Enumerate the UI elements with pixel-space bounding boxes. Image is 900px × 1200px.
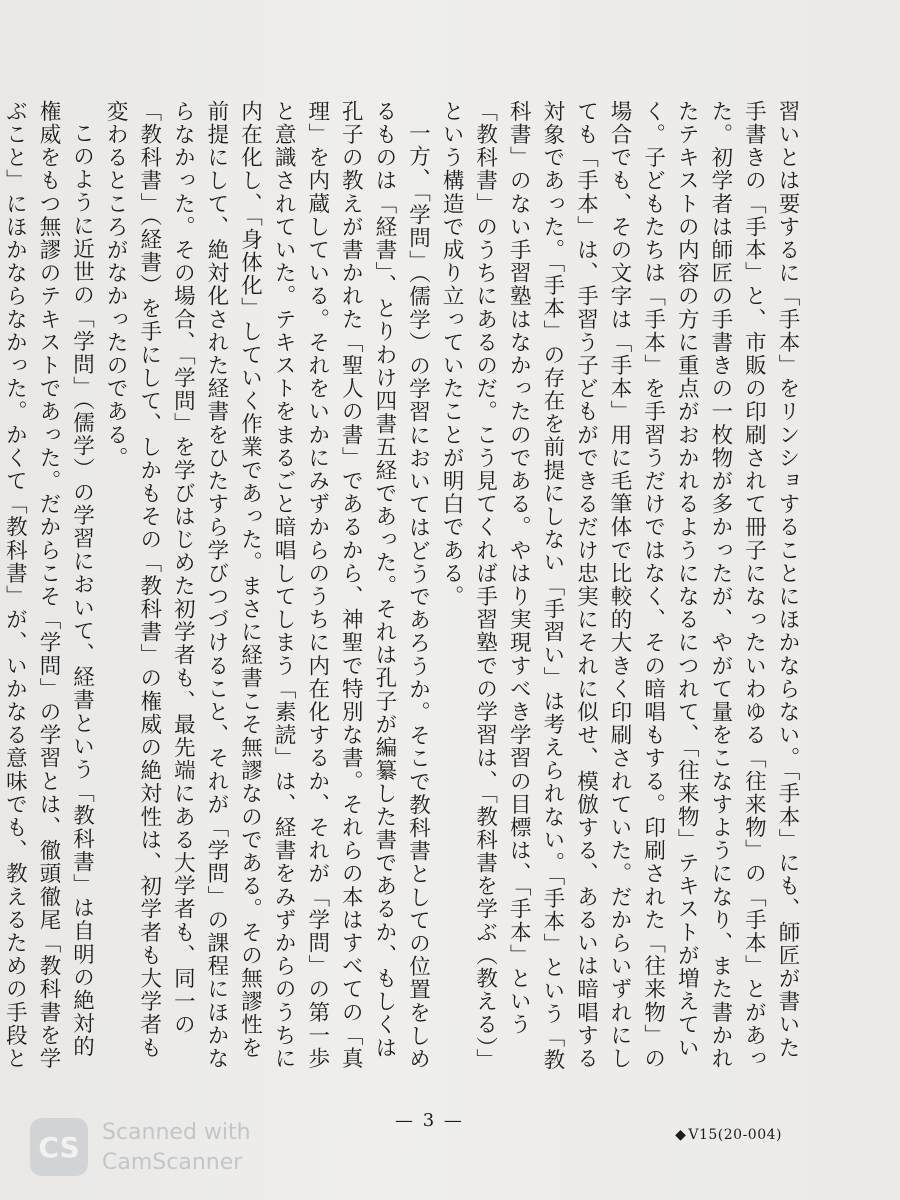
paragraph-1: 習いとは要するに「手本」をリンショすることにほかならない。「手本」にも、師匠が書いた手書きの「手本」と、市販の印刷されて冊子になったいわゆる「往来物」の「手本」とがあった。初学者は師匠の手書きの一枚物が多かったが、やがて量をこなすようになり、また書かれたテキストの内容の方に重点がおかれるようになるにつれて、「往来物」テキストが増えていく。子どもたちは「手本」を手習うだけではなく、その暗唱もする。印刷された「往来物」の場合でも、その文字は「手本」用に毛筆体で比較的大きく印刷されていた。だからいずれにしても「手本」は、手習う子どもができるだけ忠実にそれに似せ、模倣する、あるいは暗唱する対象であった。「手本」の存在を前提にしない「手習い」は考えられない。「手本」という「教科書」のない手習塾はなかったのである。やはり実現すべき学習の目標は、「手本」という「教科書」のうちにあるのだ。こう見てくれば手習塾での学習は、「教科書を学ぶ（教える）」という構造で成り立っていたことが明白である。 — [439, 100, 800, 1072]
paragraph-3: このように近世の「学問」（儒学）の学習において、経書という「教科書」は自明の絶対的権威をもつ無謬のテキストであった。だからこそ「学問」の学習とは、徹頭徹尾「教科書を学ぶこと」にほかならなかった。かくて「教科書」が、いかなる意味でも、教えるための手段と — [2, 100, 95, 1071]
camscanner-watermark — [102, 1118, 251, 1178]
watermark-line-2: CamScanner — [102, 1150, 243, 1175]
document-code-text: V15(20-004) — [688, 1127, 782, 1143]
document-code — [675, 1127, 782, 1143]
paragraph-2: 一方、「学問」（儒学）の学習においてはどうであろうか。そこで教科書としての位置をしめるものは「経書」、とりわけ四書五経であった。それは孔子が編纂した書であるか、もしくは孔子の教えが書かれた「聖人の書」であるから、神聖で特別な書。それらの本はすべての「真理」を内蔵している。それをいかにみずからのうちに内在化するか、それが「学問」の第一歩と意識されていた。テキストをまるごと暗唱してしまう「素読」は、経書をみずからのうちに内在化し、「身体化」していく作業であった。まさに経書こそ無謬なのである。その無謬性を前提にして、絶対化された経書をひたすら学びつづけること、それが「学問」の課程にほかならなかった。その場合、「学問」を学びはじめた初学者も、最先端にある大学者も、同一の「教科書」（経書）を手にして、しかもその「教科書」の権威の絶対性は、初学者も大学者も変わるところがなかったのである。 — [103, 100, 431, 1071]
page-number: — 3 — — [395, 1110, 464, 1131]
body-text — [2, 100, 804, 1080]
watermark-line-1: Scanned with — [102, 1120, 251, 1145]
camscanner-logo-icon — [30, 1118, 88, 1176]
camscanner-logo-text: CS — [38, 1130, 80, 1164]
diamond-icon: ◆ — [675, 1127, 687, 1143]
